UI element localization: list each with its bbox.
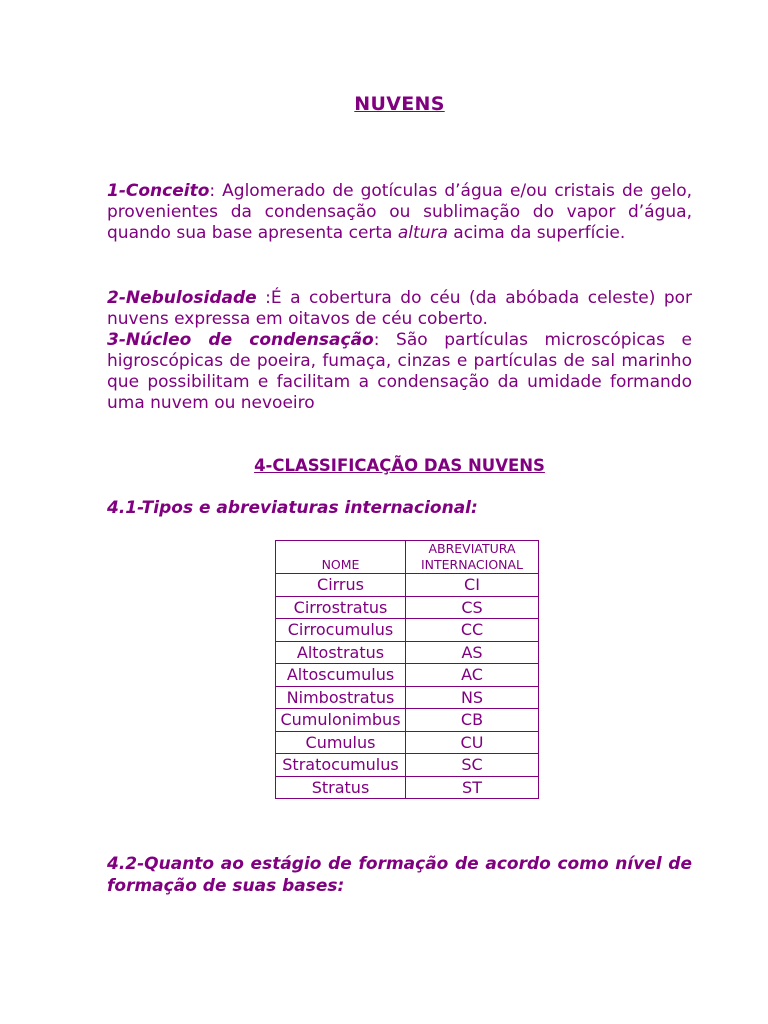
cloud-abbreviation: CC xyxy=(406,619,539,642)
cloud-name: Nimbostratus xyxy=(276,686,406,709)
table-row xyxy=(276,641,539,664)
page-title: NUVENS xyxy=(354,93,445,115)
cloud-abbreviation: CS xyxy=(406,596,539,619)
header-name: NOME xyxy=(276,541,406,574)
concept-text: : Aglomerado de gotículas d’água e/ou cristais de gelo, provenientes da condensação ou sublimação do vapor d’água, quando sua base apresenta certa xyxy=(107,181,692,243)
table-row xyxy=(276,574,539,597)
nebulosity-paragraph xyxy=(107,288,692,330)
concept-emphasis: altura xyxy=(397,223,448,243)
concept-text-end: acima da superfície. xyxy=(447,223,626,243)
table-row xyxy=(276,596,539,619)
header-abbreviation: ABREVIATURA INTERNACIONAL xyxy=(406,541,539,574)
table-header-row xyxy=(276,541,539,574)
cloud-name: Cirrocumulus xyxy=(276,619,406,642)
table-row xyxy=(276,754,539,777)
cloud-name: Stratus xyxy=(276,776,406,799)
table-row xyxy=(276,664,539,687)
cloud-abbreviation: NS xyxy=(406,686,539,709)
condensation-nucleus-paragraph xyxy=(107,330,692,414)
table-row xyxy=(276,686,539,709)
cloud-name: Altostratus xyxy=(276,641,406,664)
cloud-name: Altoscumulus xyxy=(276,664,406,687)
cloud-abbreviation: CB xyxy=(406,709,539,732)
cloud-name: Cumulonimbus xyxy=(276,709,406,732)
cloud-abbreviation: CU xyxy=(406,731,539,754)
cloud-name: Cirrus xyxy=(276,574,406,597)
cloud-abbreviation: AS xyxy=(406,641,539,664)
cloud-abbreviation: ST xyxy=(406,776,539,799)
cloud-abbreviation: AC xyxy=(406,664,539,687)
table-row xyxy=(276,619,539,642)
cloud-abbreviation: SC xyxy=(406,754,539,777)
cloud-abbreviation-table xyxy=(275,540,539,799)
cloud-abbreviation: CI xyxy=(406,574,539,597)
concept-term: 1-Conceito xyxy=(107,181,210,201)
types-subheading: 4.1-Tipos e abreviaturas internacional: xyxy=(107,498,478,518)
concept-paragraph xyxy=(107,181,692,244)
nebulosity-term: 2-Nebulosidade xyxy=(107,288,257,308)
cloud-name: Cirrostratus xyxy=(276,596,406,619)
condensation-nucleus-text: : São partículas microscópicas e higroscópicas de poeira, fumaça, cinzas e partículas de sal marinho que possibilitam e facilitam a condensação da umidade formando uma nuvem ou nevoeiro xyxy=(107,330,692,413)
nebulosity-text: :É a cobertura do céu (da abóbada celeste) por nuvens expressa em oitavos de céu coberto. xyxy=(107,288,692,329)
classification-heading: 4-CLASSIFICAÇÃO DAS NUVENS xyxy=(254,456,545,475)
cloud-name: Cumulus xyxy=(276,731,406,754)
formation-stage-subheading: 4.2-Quanto ao estágio de formação de acordo como nível de formação de suas bases: xyxy=(107,854,692,896)
table-row xyxy=(276,709,539,732)
cloud-name: Stratocumulus xyxy=(276,754,406,777)
table-row xyxy=(276,731,539,754)
condensation-nucleus-term: 3-Núcleo de condensação xyxy=(107,330,374,350)
table-row xyxy=(276,776,539,799)
